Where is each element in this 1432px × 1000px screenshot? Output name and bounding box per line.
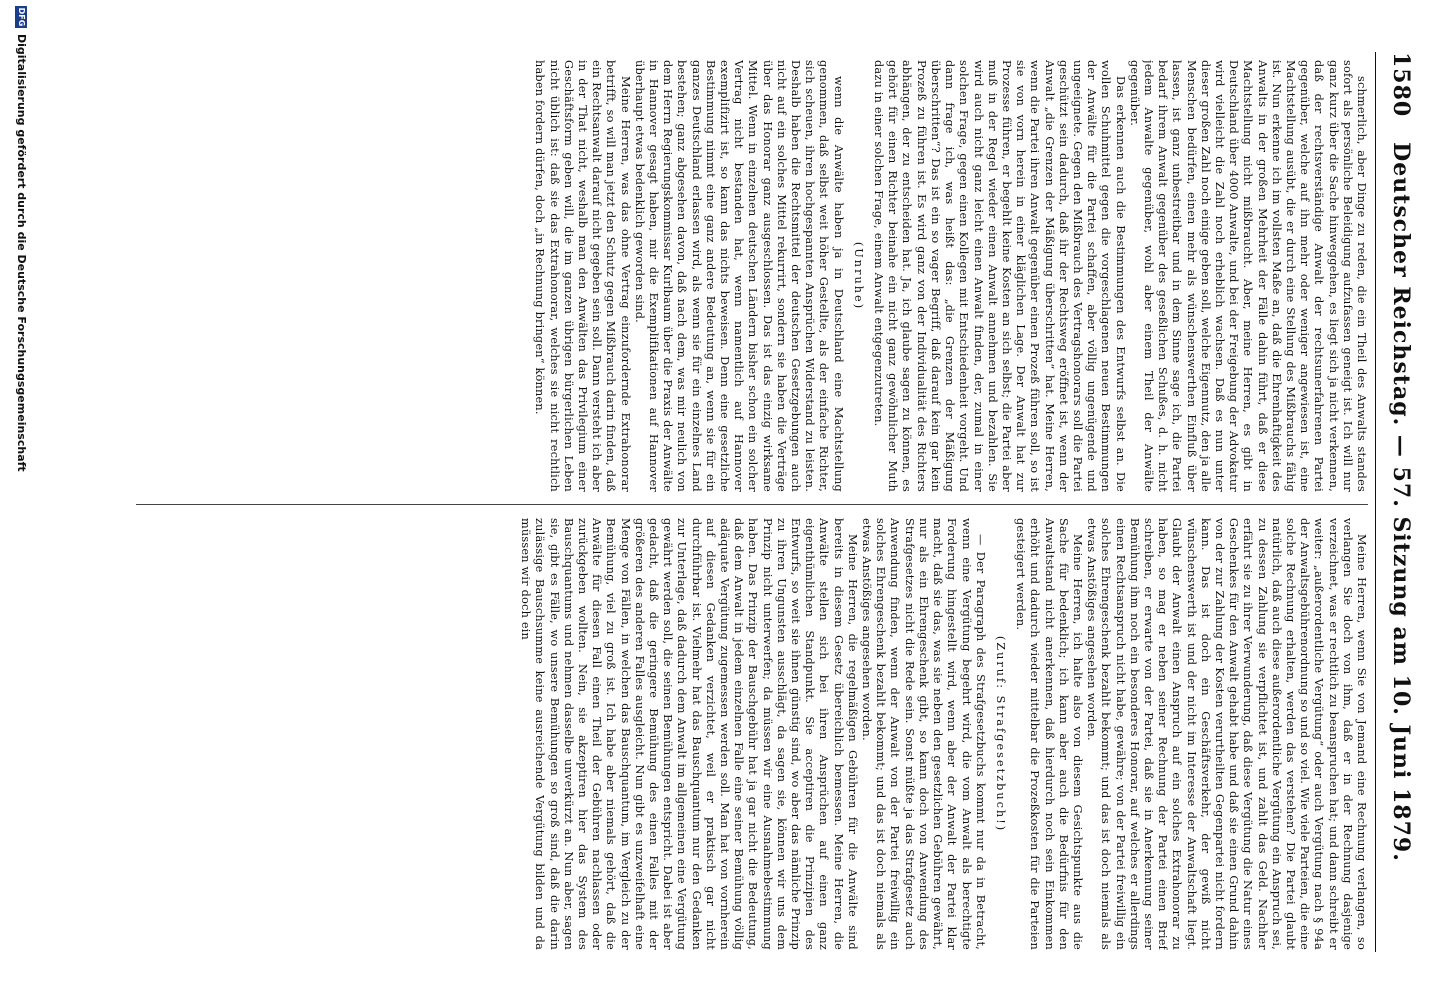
running-head: Deutscher Reichstag. — 57. Sitzung am 10. Juni 1879. — [1388, 142, 1414, 862]
paragraph: Das erkennen auch die Bestimmungen des Entwurfs selbst an. Die wollen Schuhmittel gegen die vorgeschlagenen neuen Bestimmungen der Anwälte für die Partei schaffen, aber völlig ungenügende und ungeeignete. Gegen den Mißbrauch des Vertragshonorars soll die Partei geschützt sein dadurch, daß ihr der Rechtsweg eröffnet ist, wenn der Anwalt „die Grenzen der Mäßigung überschritten“ hat. Meine Herren, wenn die Partei ihren Anwalt gegenüber einen Prozeß führen soll, so ist sie von vorn herein in einer kläglichen Lage. Der Anwalt hat zur Prozesse führen, er begehlt keine Kosten an sich selbst; die Partei aber muß in der Regel wieder einen Anwalt annehmen und bezahlen. Sie wird auch nicht ganz leicht einen Anwalt finden, der, zumal in einer solchen Frage, gegen einen Kollegen mit Entschiedenheit vorgeht. Und dann frage ich, was heißt das: „die Grenzen der Mäßigung überschritten“? Das ist ein so vager Begriff, daß darauf kein gar kein Prozeß zu führen ist. Es wird ganz von der Individualität des Richters abhängen, der zu entscheiden hat. Ja, ich glaube sagen zu können, es gehört für einen Richter beinahe ein nicht ganz gewöhnlicher Muth dazu in einer solchen Frage, einem Anwalt entgegenzutreten. — [872, 60, 1127, 492]
credit-text: Digitalisierung gefördert durch die Deutsche Forschungsgemeinschaft — [15, 34, 28, 472]
paragraph: Meine Herren, ich halte also von diesem Gesichtspunkte aus die Sache für bedenklich; ich kann aber auch die Bedürfnis für den Anwaltstand nicht anerkennen, daß hierdurch noch sein Einkommen erhöht und dadurch wieder mittelbar die Prozeßkosten für die Parteien gesteigert werden. — [1014, 518, 1084, 950]
left-column — [136, 60, 1368, 492]
page-number: 1580 — [1388, 52, 1414, 118]
paragraph: Meine Herren, was das ohne Vertrag einzufordernde Extrahonorar betrifft, so will man jetzt den Schutz gegen Mißbrauch darin finden, daß ein Rechtsanwalt darauf nicht gegeben sein soll. Dann versteht ich aber in der That nicht, weshalb man den Anwälten das Privilegium einer Geschäftsform geben will, die im ganzen übrigen bürgerlichen Leben nicht üblich ist: daß sie das Extrahonorar, welches sie nicht rechtlich haben fordern dürfen, doch „in Rechnung bringen“ können. — [533, 60, 632, 492]
paragraph: wenn die Anwälte haben ja in Deutschland eine Machtstellung genommen, daß selbst weit höher Gestellte, als der einfache Richter, sich scheuen, ihren hochgespannten Ansprüchen Widerstand zu leisten. Deshalb haben die Rechtsmittel der deutschen Gesetzgebungen auch nicht auf ein solches Mittel rekurrirt, sondern sie haben die Verträge über das Honorar ganz ausgeschlossen. Das ist das einzig wirksame Mittel. Wenn in einzelnen deutschen Ländern bisher schon ein solcher Vertrag nicht bestanden hat, wenn namentlich auf Hannover exemplifizirt ist, so kann das nichts beweisen. Denn eine gesetzliche Bestimmung nimmt eine ganz andere Bedeutung an, wenn sie für ein ganzes Deutschland erlassen wird, als wenn sie für ein einzelnes Land bestehen; ganz abgesehen davon, daß nach dem, was mir neulich von dem Herrn Regierungskommissar Kurlbaum über die Praxis der Anwälte in Hannover gesagt haben, mir die Exemplifikationen auf Hannover überhaupt etwas bedenklich geworden sind. — [632, 60, 845, 492]
paragraph: schmerlich, aber Dinge zu reden, die ein Theil des Anwalts standes sofort als persönliche Beleidigung aufzufassen geneigt ist. Ich will nur ganz kurz über die Sache hinweggehen, es liegt sich ja nicht verkennen, daß der rechtsverständige Anwalt der rechtsunerfahrenen Partei gegenüber, welche auf ihn mehr oder weniger angewiesen ist, eine Machtstellung ausübt, die er durch eine Stellung des Mißbrauchs fähig ist. Nun erkenne ich im vollsten Maße an, daß die Ehrenhaftigkeit des Anwalts in der großen Mehrheit der Fälle dahin führt, daß er diese Machtstellung nicht mißbraucht. Aber, meine Herren, es gibt in Deutschland über 4000 Anwalte, und bei der Freigebung der Advokatur wird vielleicht die Zahl noch erheblich wachsen. Daß es nun unter dieser großen Zahl noch einige geben soll, welche Eigennutz, den ja alle Menschen bedürfen, einen mehr als wünschenswerthen Einfluß über lassen, ist ganz unbestreitbar und in dem Sinne sage ich, die Partei bedarf ihrem Anwalt gegenüber des geseßlichen Schußes, d. h. nicht jedem Anwalte gegenüber, wohl aber einem Theil der Anwälte gegenüber. — [1127, 60, 1368, 492]
paragraph: Meine Herren, die regelmäßigen Gebühren für die Anwälte sind bereits in diesem Gesetz übereichlich bemessen. Meine Herren, die Anwälte stellen sich bei ihren Ansprüchen auf einen ganz eigenthümlichen Standpunkt. Sie acceptiren die Prinzipien des Entwurfs, so weit sie ihnen günstig sind, wo aber das nämliche Prinzip zu ihren Ungunsten ausschlägt, da sagen sie, können wir uns dem Prinzip nicht unterwerfen; da müssen wir eine Ausnahmebestimmung haben. Das Prinzip der Bauschgebühr hat ja gar nicht die Bedeutung, daß dem Anwalt in jedem einzelnen Falle eine seiner Bemühung völlig adäquate Vergütung zugemessen werden soll. Man hat von vornherein auf diesen Gedanken verzichtet, weil er praktisch gar nicht durchführbar ist. Vielmehr hat das Bauschquantum nur den Gedanken zur Unterlage, daß dadurch dem Anwalt im allgemeinen eine Vergütung gewährt werden soll, die seinen Bemühungen entspricht. Dabei ist aber gedacht, daß die geringere Bemühung des einen Falles mit der größeren des anderen Falles ausgleicht. Nun gibt es unzweifelhaft eine Menge von Fällen, in welchen das Bauschquantum, im Vergleich zu der Bemühung, viel zu groß ist. Ich habe aber niemals gehört, daß die Anwälte für diesen Fall einen Theil der Gebühren nachlassen oder zurückgeben wollten. Nein, sie akzeptiren hier das System des Bauschquantums und nehmen dasselbe unverkürzt an. Nun aber, sagen sie, gibt es Fälle, wo unsere Bemühungen so groß sind, daß die darin zulässige Bauschsumme keine ausreichende Vergütung bilden und da müssen wir doch ein — [519, 518, 859, 950]
header-rule — [1375, 52, 1376, 952]
paragraph: — Der Paragraph des Strafgesetzbuchs kommt nur da in Betracht, wenn eine Vergütung begehrt wird, die vom Anwalt als berechtigte Forderung hingestellt wird, wenn aber der Anwalt der Partei klar macht, daß sie das, was sie neben den gesetzlichen Gebühren gewährt, nur als ein Ehrengeschenk gibt, so kann doch von Anwendung des Strafgesetzes nicht die Rede sein. Sonst müßte ja das Strafgesetz auch Anwendung finden, wenn der Anwalt von der Partei freiwillig ein solches Ehrengeschenk bezahlt bekommt; und das ist doch niemals als etwas Anstößiges angesehen worden. — [860, 518, 987, 950]
interjection: (Zuruf: Strafgesetzbuch!) — [993, 635, 1007, 833]
column-divider — [136, 504, 1368, 505]
digitization-credit — [15, 6, 28, 472]
page-header — [1380, 52, 1424, 952]
interjection: (Unruhe) — [851, 241, 865, 311]
paragraph: Meine Herren, wenn Sie von Jemand eine Rechnung verlangen, so verlangen Sie doch von ihm, daß er in der Rechnung dasjenige verzeichnet, was er rechtlich zu beanspruchen hat; und dann schreibt er weiter: „außerordentliche Vergütung“ oder auch Vergütung nach § 94a der Anwaltsgebührenordnung so und so viel. Wie viele Parteien, die eine solche Rechnung erhalten, werden das verstehen? Die Partei glaubt natürlich, daß auch diese außerordentliche Vergütung ein Anspruch sei, zu dessen Zahlung sie verpflichtet ist, und zahlt das Geld. Nachher erfährt sie zu ihrer Verwunderung, daß diese Vergütung die Natur eines Geschenkes für den Anwalt gehabt habe und daß sie einen Grund dahin von der zur Zahlung der Kosten verurtheilten Gegenpartei nicht fordern kann. Das ist doch ein Geschäftsverkehr, der gewiß nicht wünschenswerth ist und der nicht im Interesse der Anwaltschaft liegt. Glaubt der Anwalt einen Anspruch auf ein solches Extrahonorar zu haben, so mag er neben seiner Rechnung der Partei einen Brief schreiben, er erwarte von der Partei, daß sie in Anerkennung seiner Bemühung ihm noch ein besonderes Honorar, auf welches er allerdings einen Rechtsanspruch nicht habe, gewähre; von der Partei freiwillig ein solches Ehrengeschenk bezahlt bekommt; und das ist doch niemals als etwas Anstößiges angesehen worden. — [1085, 518, 1368, 950]
dfg-logo: DFG — [17, 7, 26, 27]
right-column — [136, 518, 1368, 950]
